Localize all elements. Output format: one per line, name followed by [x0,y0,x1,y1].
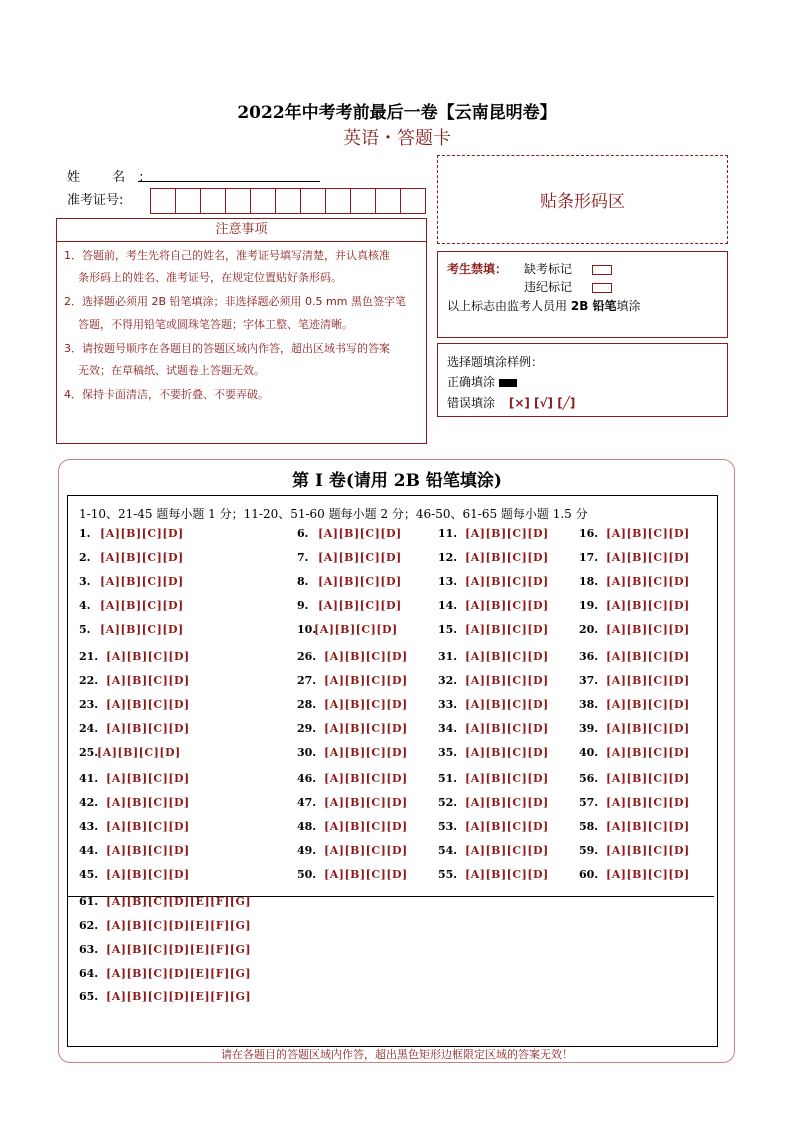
violation-mark-box[interactable] [592,283,612,293]
question-number: 35. [438,746,458,759]
question-number: 36. [579,650,599,663]
id-digit-box[interactable] [300,188,326,214]
answer-options[interactable]: [A][B][C][D] [106,722,190,735]
scoring-note: 1-10、21-45 题每小题 1 分；11-20、51-60 题每小题 2 分；46-50、61-65 题每小题 1.5 分 [79,507,588,521]
violation-mark-row [524,278,612,295]
answer-options[interactable]: [A][B][C][D] [106,772,190,785]
question-number: 1. [79,527,91,540]
question-number: 47. [297,796,317,809]
page-subtitle: 英语・答题卡 [343,128,451,149]
answer-options[interactable]: [A][B][C][D] [465,722,549,735]
answer-options[interactable]: [A][B][C][D] [606,844,690,857]
answer-options[interactable]: [A][B][C][D] [606,674,690,687]
question-number: 60. [579,868,599,881]
answer-options[interactable]: [A][B][C][D] [465,674,549,687]
question-number: 37. [579,674,599,687]
question-number: 27. [297,674,317,687]
answer-options[interactable]: [A][B][C][D] [97,746,181,759]
question-number: 58. [579,820,599,833]
answer-options[interactable]: [A][B][C][D] [606,698,690,711]
answer-options[interactable]: [A][B][C][D] [106,650,190,663]
question-number: 44. [79,844,99,857]
question-number: 43. [79,820,99,833]
question-number: 34. [438,722,458,735]
answer-options[interactable]: [A][B][C][D] [324,820,408,833]
question-number: 53. [438,820,458,833]
answer-options[interactable]: [A][B][C][D] [106,868,190,881]
answer-options[interactable]: [A][B][C][D] [465,844,549,857]
question-number: 65. [79,990,99,1003]
question-number: 25. [79,746,99,759]
answer-options[interactable]: [A][B][C][D] [106,820,190,833]
violation-label: 违纪标记 [524,280,573,294]
answer-options[interactable]: [A][B][C][D] [465,551,549,564]
question-number: 22. [79,674,99,687]
question-number: 10. [297,623,317,636]
answer-options[interactable]: [A][B][C][D] [100,599,184,612]
barcode-area: 贴条形码区 [437,155,728,244]
answer-options[interactable]: [A][B][C][D] [324,772,408,785]
answer-options[interactable]: [A][B][C][D] [324,650,408,663]
question-number: 4. [79,599,91,612]
question-number: 55. [438,868,458,881]
page-title: 2022年中考考前最后一卷【云南昆明卷】 [237,103,557,123]
id-number-boxes[interactable] [151,188,426,214]
question-number: 32. [438,674,458,687]
question-number: 59. [579,844,599,857]
note-line: 3．请按题号顺序在各题目的答题区域内作答，超出区域书写的答案 [64,342,390,355]
answer-options[interactable]: [A][B][C][D] [606,868,690,881]
forbidden-note-suffix: 填涂 [616,299,641,313]
question-number: 62. [79,919,99,932]
question-number: 3. [79,575,91,588]
forbidden-note-prefix: 以上标志由监考人员用 [447,299,568,313]
answer-options[interactable]: [A][B][C][D] [106,698,190,711]
question-number: 28. [297,698,317,711]
answer-options[interactable]: [A][B][C][D] [606,746,690,759]
answer-options[interactable]: [A][B][C][D] [606,796,690,809]
answer-options[interactable]: [A][B][C][D] [465,746,549,759]
question-number: 20. [579,623,599,636]
note-line: 1．答题前，考生先将自己的姓名，准考证号填写清楚，并认真核准 [64,249,390,262]
note-line: 4．保持卡面清洁，不要折叠、不要弄破。 [64,388,269,401]
answer-options[interactable]: [A][B][C][D] [606,623,690,636]
note-line: 答题，不得用铅笔或圆珠笔答题；字体工整、笔迹清晰。 [78,318,353,331]
answer-options[interactable]: [A][B][C][D] [606,772,690,785]
answer-options[interactable]: [A][B][C][D] [100,575,184,588]
question-number: 16. [579,527,599,540]
question-number: 49. [297,844,317,857]
answer-options[interactable]: [A][B][C][D] [465,868,549,881]
question-number: 63. [79,943,99,956]
answer-options[interactable]: [A][B][C][D][E][F][G] [106,967,252,980]
answer-options[interactable]: [A][B][C][D] [324,796,408,809]
id-digit-box[interactable] [375,188,401,214]
forbidden-label: 考生禁填： [447,262,508,276]
question-number: 45. [79,868,99,881]
question-number: 39. [579,722,599,735]
answer-options[interactable]: [A][B][C][D] [318,527,402,540]
question-number: 2. [79,551,91,564]
answer-options[interactable]: [A][B][C][D] [106,796,190,809]
answer-options[interactable]: [A][B][C][D] [318,575,402,588]
question-number: 7. [297,551,309,564]
question-number: 6. [297,527,309,540]
answer-options[interactable]: [A][B][C][D] [606,722,690,735]
wrong-marks: [×] [√] [╱] [508,396,576,410]
question-number: 46. [297,772,317,785]
question-number: 33. [438,698,458,711]
forbidden-note-bold: 2B 铅笔 [570,299,617,313]
question-number: 38. [579,698,599,711]
filled-mark-icon [499,379,517,387]
name-label: 姓 名: [67,170,158,185]
answer-options[interactable]: [A][B][C][D] [324,698,408,711]
answer-options[interactable]: [A][B][C][D] [324,868,408,881]
absent-mark-box[interactable] [592,265,612,275]
question-number: 30. [297,746,317,759]
question-number: 64. [79,967,99,980]
question-number: 29. [297,722,317,735]
answer-options[interactable]: [A][B][C][D] [324,746,408,759]
id-digit-box[interactable] [150,188,176,214]
question-number: 31. [438,650,458,663]
question-number: 56. [579,772,599,785]
question-number: 21. [79,650,99,663]
answer-options[interactable]: [A][B][C][D] [606,527,690,540]
question-number: 52. [438,796,458,809]
question-number: 41. [79,772,99,785]
notes-header: 注意事项 [56,218,427,242]
answer-options[interactable]: [A][B][C][D] [318,551,402,564]
answer-options[interactable]: [A][B][C][D] [106,844,190,857]
answer-options[interactable]: [A][B][C][D][E][F][G] [106,943,252,956]
answer-options[interactable]: [A][B][C][D] [465,796,549,809]
answer-options[interactable]: [A][B][C][D] [465,772,549,785]
note-line: 无效；在草稿纸、试题卷上答题无效。 [78,364,265,377]
answer-options[interactable]: [A][B][C][D] [100,623,184,636]
answer-options[interactable]: [A][B][C][D] [314,623,398,636]
answer-options[interactable]: [A][B][C][D] [606,575,690,588]
question-number: 50. [297,868,317,881]
answer-options[interactable]: [A][B][C][D] [465,599,549,612]
question-number: 51. [438,772,458,785]
question-number: 23. [79,698,99,711]
answer-options[interactable]: [A][B][C][D] [465,698,549,711]
note-line: 条形码上的姓名、准考证号，在规定位置贴好条形码。 [78,271,342,284]
id-digit-box[interactable] [350,188,376,214]
question-number: 13. [438,575,458,588]
question-number: 8. [297,575,309,588]
question-number: 12. [438,551,458,564]
question-number: 42. [79,796,99,809]
question-number: 19. [579,599,599,612]
answer-options[interactable]: [A][B][C][D] [465,623,549,636]
answer-options[interactable]: [A][B][C][D][E][F][G] [106,919,252,932]
question-number: 11. [438,527,458,540]
wrong-sample-row [447,394,575,411]
answer-options[interactable]: [A][B][C][D] [606,599,690,612]
answer-options[interactable]: [A][B][C][D][E][F][G] [106,990,252,1003]
question-number: 40. [579,746,599,759]
question-number: 54. [438,844,458,857]
answer-options[interactable]: [A][B][C][D] [465,820,549,833]
section-title: 第 I 卷(请用 2B 铅笔填涂) [292,471,502,491]
answer-options[interactable]: [A][B][C][D] [465,527,549,540]
id-digit-box[interactable] [225,188,251,214]
question-number: 48. [297,820,317,833]
correct-sample-row [447,373,517,390]
wrong-label: 错误填涂 [447,396,496,410]
id-digit-box[interactable] [400,188,426,214]
question-number: 14. [438,599,458,612]
question-number: 26. [297,650,317,663]
answer-options[interactable]: [A][B][C][D] [324,674,408,687]
question-number: 24. [79,722,99,735]
id-digit-box[interactable] [250,188,276,214]
answer-options[interactable]: [A][B][C][D] [106,674,190,687]
id-digit-box[interactable] [200,188,226,214]
footer-note: 请在各题目的答题区域内作答，超出黑色矩形边框限定区域的答案无效！ [221,1048,573,1061]
question-number: 15. [438,623,458,636]
answer-options[interactable]: [A][B][C][D] [100,551,184,564]
question-number: 5. [79,623,91,636]
answer-options[interactable]: [A][B][C][D][E][F][G] [106,895,252,908]
answer-options[interactable]: [A][B][C][D] [606,650,690,663]
answer-options[interactable]: [A][B][C][D] [318,599,402,612]
answer-options[interactable]: [A][B][C][D] [465,575,549,588]
answer-options[interactable]: [A][B][C][D] [324,844,408,857]
question-number: 18. [579,575,599,588]
answer-options[interactable]: [A][B][C][D] [606,551,690,564]
answer-options[interactable]: [A][B][C][D] [465,650,549,663]
question-number: 9. [297,599,309,612]
name-field[interactable] [138,181,320,182]
question-number: 17. [579,551,599,564]
id-digit-box[interactable] [325,188,351,214]
absent-mark-row [524,260,612,277]
note-line: 2．选择题必须用 2B 铅笔填涂；非选择题必须用 0.5 mm 黑色签字笔 [64,295,406,308]
absent-label: 缺考标记 [524,262,573,276]
correct-label: 正确填涂 [447,375,496,389]
forbidden-note [447,297,641,314]
sample-title: 选择题填涂样例： [447,355,544,369]
answer-options[interactable]: [A][B][C][D] [100,527,184,540]
answer-options[interactable]: [A][B][C][D] [324,722,408,735]
id-label: 准考证号: [67,193,124,208]
question-number: 57. [579,796,599,809]
question-number: 61. [79,895,99,908]
answer-options[interactable]: [A][B][C][D] [606,820,690,833]
id-digit-box[interactable] [175,188,201,214]
id-digit-box[interactable] [275,188,301,214]
